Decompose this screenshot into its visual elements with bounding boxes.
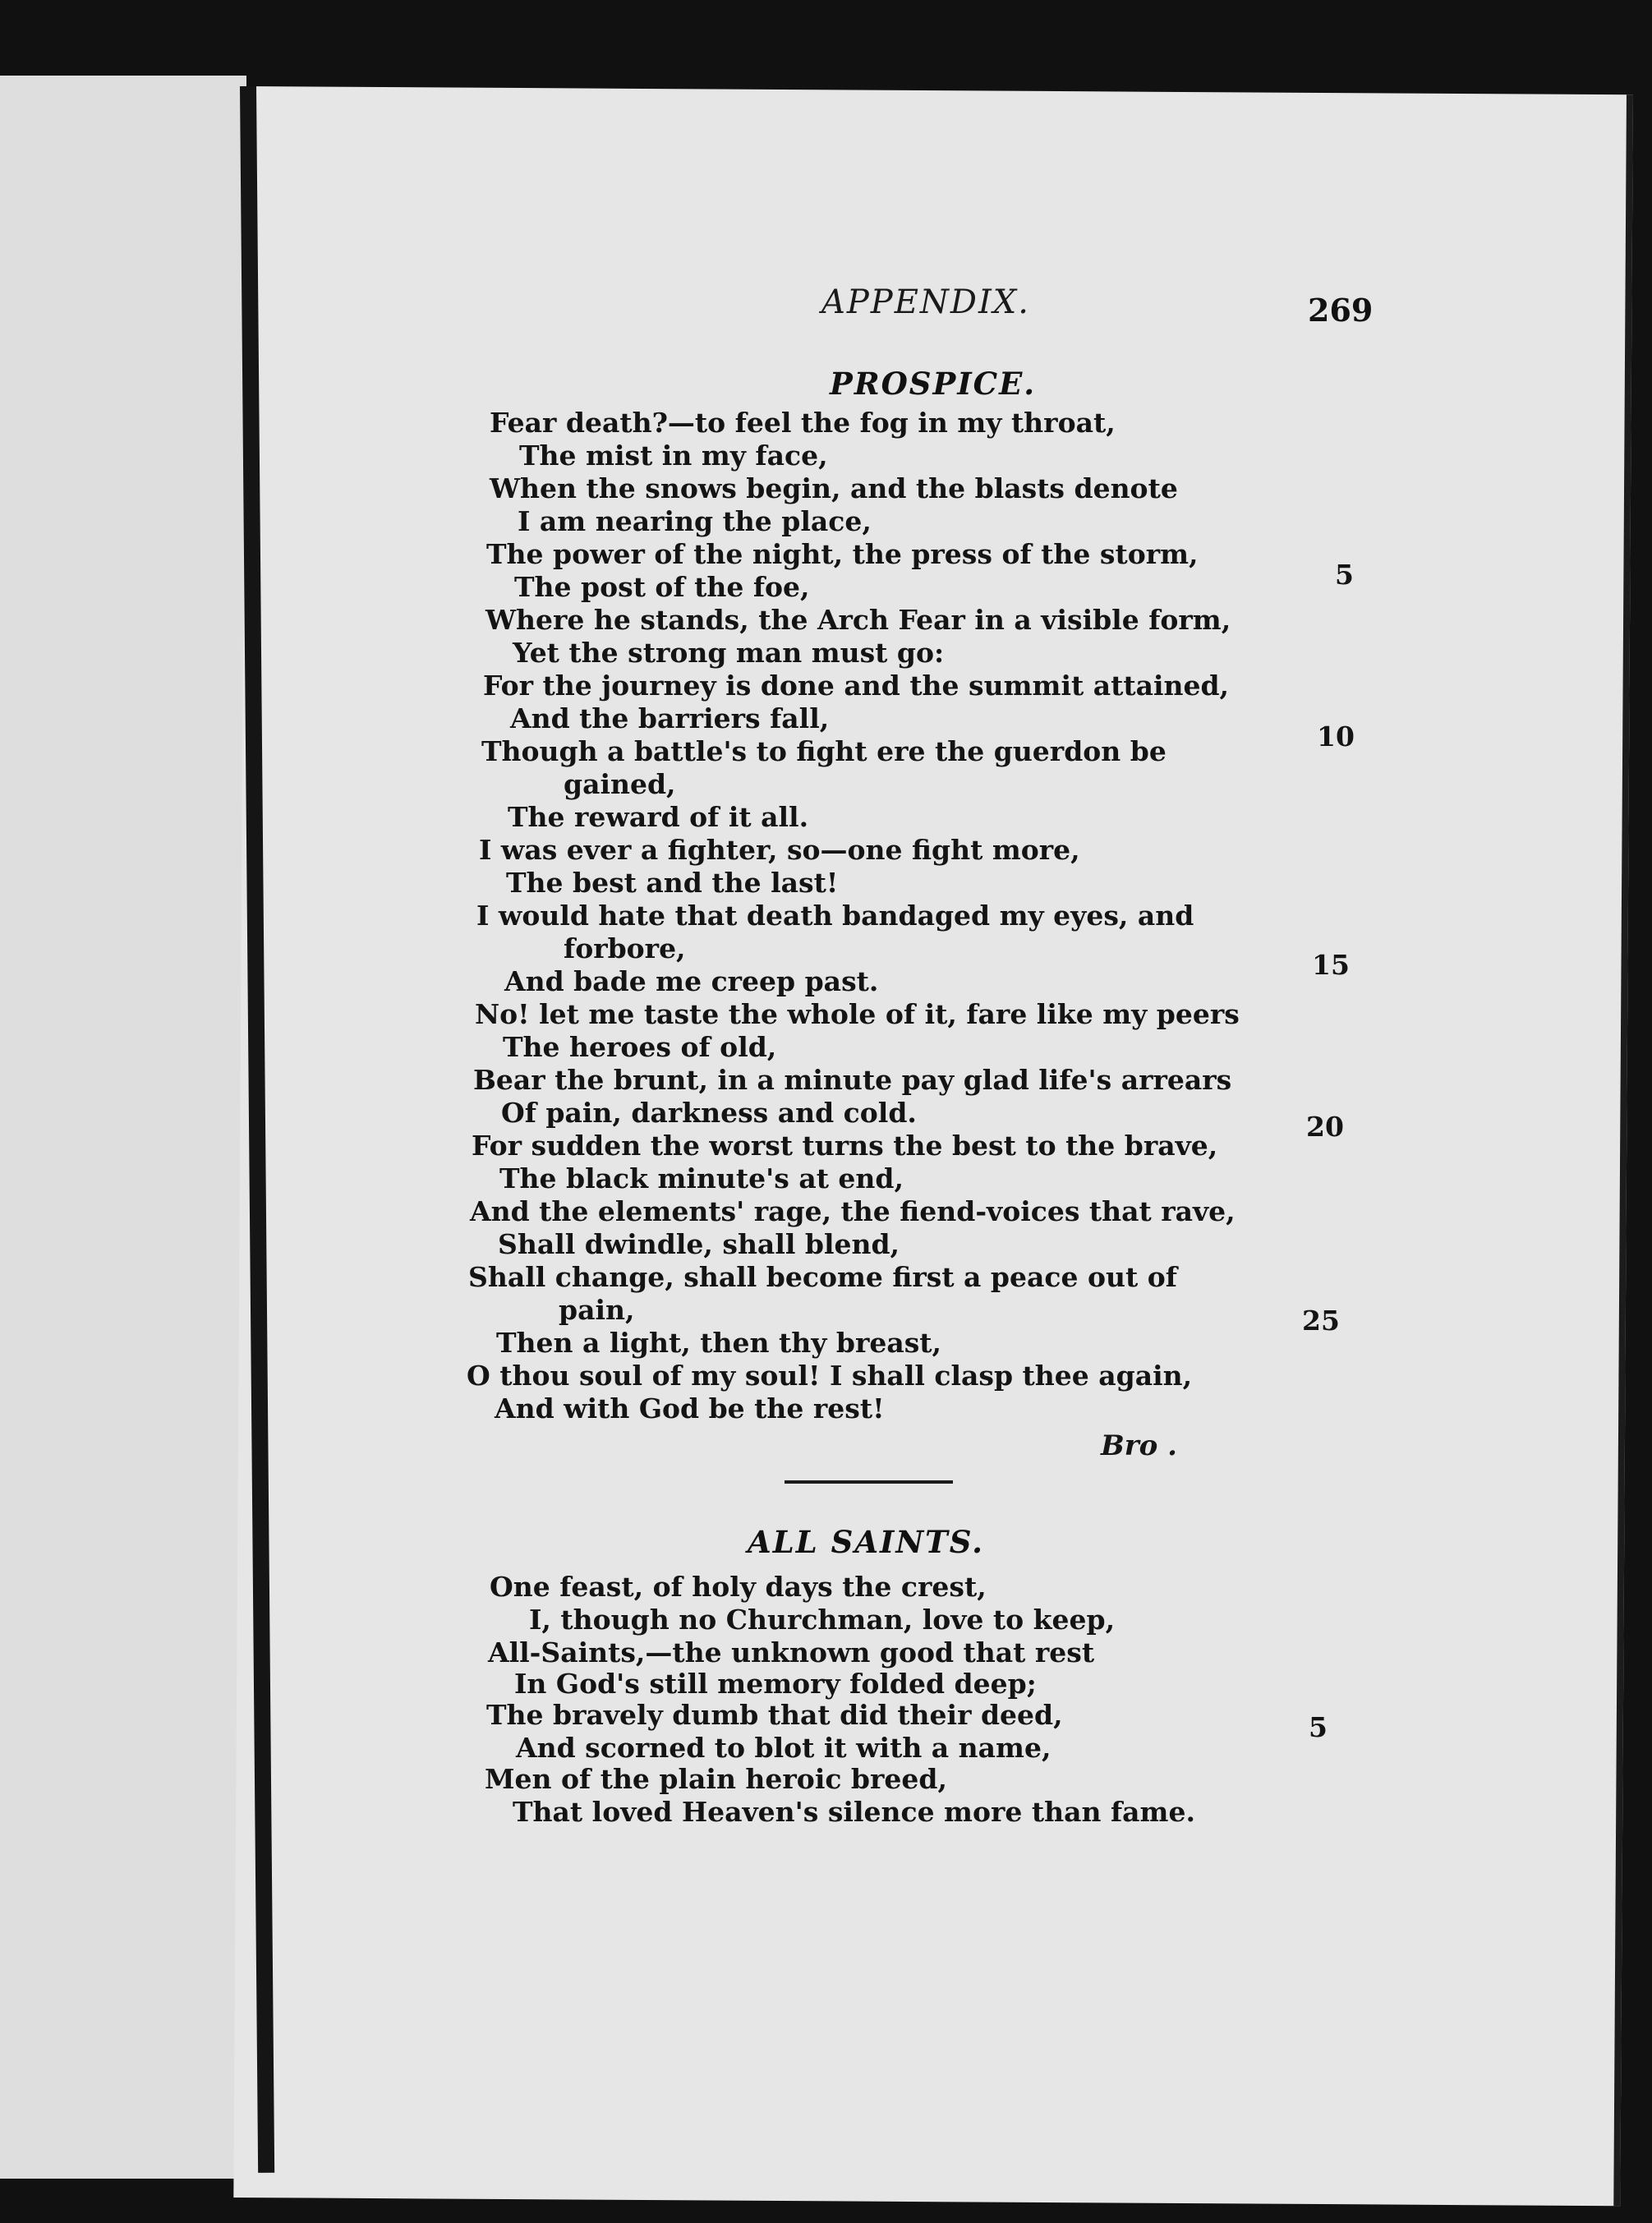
verse-line: Where he stands, the Arch Fear in a visible form,: [485, 604, 1231, 636]
line-number: 15: [1312, 949, 1350, 981]
verse-line: Though a battle's to fight ere the guerdon be: [481, 735, 1167, 767]
line-number: 5: [1309, 1711, 1328, 1743]
section-divider: [785, 1480, 953, 1484]
running-head: APPENDIX.: [821, 283, 1030, 321]
verse-line: Bear the brunt, in a minute pay glad life's arrears: [473, 1064, 1232, 1096]
verse-line: gained,: [564, 768, 676, 800]
verse-line: And scorned to blot it with a name,: [516, 1732, 1051, 1764]
verse-line: The bravely dumb that did their deed,: [486, 1699, 1063, 1731]
verse-line: No! let me taste the whole of it, fare like my peers: [475, 998, 1240, 1030]
poem-title-all-saints: ALL SAINTS.: [748, 1524, 984, 1560]
verse-line: I would hate that death bandaged my eyes, and: [476, 900, 1194, 932]
line-number: 5: [1335, 559, 1354, 591]
verse-line: forbore,: [564, 932, 686, 964]
page-number: 269: [1308, 292, 1374, 329]
poem-title-prospice: PROSPICE.: [830, 366, 1037, 402]
verse-line: Of pain, darkness and cold.: [501, 1097, 917, 1129]
verse-line: For sudden the worst turns the best to the brave,: [472, 1130, 1218, 1162]
verse-line: I, though no Churchman, love to keep,: [529, 1604, 1116, 1636]
verse-line: When the snows begin, and the blasts denote: [490, 472, 1178, 504]
verse-line: The heroes of old,: [503, 1031, 777, 1063]
poem-attribution: Bro .: [1101, 1429, 1178, 1462]
verse-line: Shall change, shall become first a peace out of: [468, 1261, 1177, 1293]
verse-line: For the journey is done and the summit attained,: [483, 670, 1230, 702]
verse-line: And with God be the rest!: [495, 1392, 885, 1424]
verse-line: O thou soul of my soul! I shall clasp thee again,: [467, 1360, 1193, 1392]
verse-line: pain,: [559, 1294, 635, 1326]
verse-line: And bade me creep past.: [504, 965, 879, 997]
verse-line: All-Saints,—the unknown good that rest: [488, 1636, 1095, 1668]
verse-line: Shall dwindle, shall blend,: [498, 1228, 900, 1260]
verse-line: Then a light, then thy breast,: [496, 1327, 942, 1359]
verse-line: Fear death?—to feel the fog in my throat,: [490, 407, 1116, 439]
verse-line: Yet the strong man must go:: [513, 637, 945, 669]
line-number: 25: [1302, 1305, 1340, 1337]
left-page: [0, 76, 246, 2179]
verse-line: The black minute's at end,: [499, 1162, 904, 1194]
verse-line: The reward of it all.: [508, 801, 809, 833]
line-number: 10: [1317, 720, 1355, 753]
verse-line: And the barriers fall,: [510, 702, 830, 734]
verse-line: One feast, of holy days the crest,: [490, 1571, 987, 1603]
verse-line: The power of the night, the press of the storm,: [486, 538, 1199, 570]
verse-line: In God's still memory folded deep;: [514, 1668, 1037, 1700]
verse-line: I am nearing the place,: [518, 505, 872, 537]
line-number: 20: [1306, 1111, 1344, 1143]
verse-line: The best and the last!: [506, 867, 839, 899]
verse-line: Men of the plain heroic breed,: [485, 1763, 947, 1795]
verse-line: I was ever a fighter, so—one fight more,: [479, 834, 1080, 866]
verse-line: That loved Heaven's silence more than fame.: [513, 1796, 1195, 1828]
verse-line: And the elements' rage, the fiend-voices that rave,: [470, 1195, 1236, 1227]
verse-line: The post of the foe,: [514, 571, 810, 603]
verse-line: The mist in my face,: [519, 440, 828, 472]
